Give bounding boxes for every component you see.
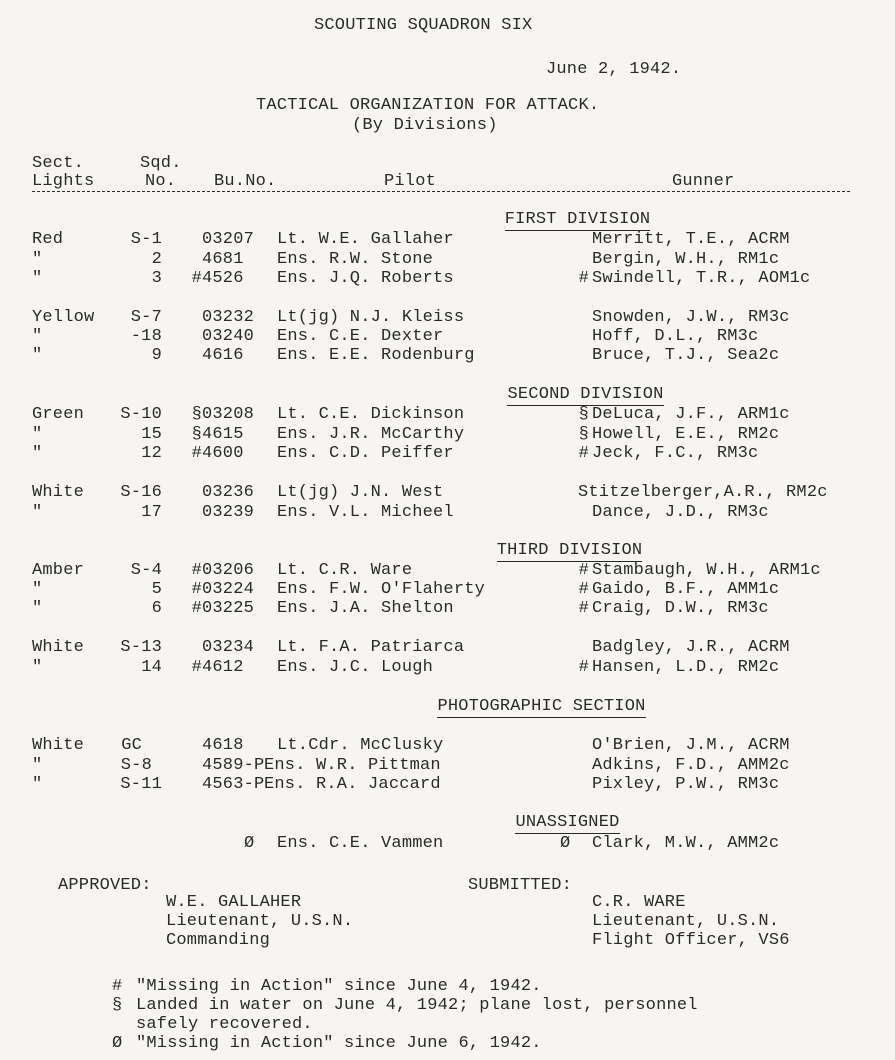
cell-pilot: Ens. R.W. Stone (277, 250, 434, 269)
col-bu-label: Bu.No. (214, 172, 277, 191)
document-date: June 2, 1942. (546, 60, 682, 79)
cell-sqd: 15 (141, 425, 162, 444)
table-row (0, 775, 895, 795)
cell-gunner: Stambaugh, W.H., ARM1c (592, 561, 821, 580)
cell-bu: 03240 (202, 327, 255, 346)
cell-bu: 4526 (202, 269, 244, 288)
first-division-heading: FIRST DIVISION (504, 210, 651, 229)
cell-bu: 03236 (202, 483, 255, 502)
cell-text: "Missing in Action" since June 4, 1942. (136, 977, 542, 996)
table-row (0, 503, 895, 523)
cell-light: White (32, 483, 85, 502)
cell-light: " (32, 503, 43, 522)
cell-pilot: Lt. C.R. Ware (277, 561, 413, 580)
cell-gunner: Pixley, P.W., RM3c (592, 775, 780, 794)
cell-bu: 4618 (202, 736, 244, 755)
cell-sqd: 3 (151, 269, 162, 288)
cell-light: " (32, 775, 43, 794)
cell-text: Ø (244, 834, 255, 853)
cell-sqd: 5 (151, 580, 162, 599)
cell-text: Clark, M.W., AMM2c (592, 834, 780, 853)
submitted-rank: Lieutenant, U.S.N. (592, 912, 780, 931)
cell-light: Red (32, 230, 64, 249)
table-row (0, 756, 895, 776)
table-row (0, 250, 895, 270)
table-row (0, 327, 895, 347)
cell-pilot: Ens. E.E. Rodenburg (277, 346, 475, 365)
cell-text: Landed in water on June 4, 1942; plane lost, personnel (136, 996, 698, 1015)
cell-light: Yellow (32, 308, 95, 327)
cell-bu: 4681 (202, 250, 244, 269)
cell-bu: 03225 (202, 599, 255, 618)
approved-rank: Lieutenant, U.S.N. (166, 912, 354, 931)
cell-gunner: Swindell, T.R., AOM1c (592, 269, 811, 288)
cell-bu: 03239 (202, 503, 255, 522)
cell-pilot: Ens. V.L. Micheel (277, 503, 454, 522)
table-row (0, 638, 895, 658)
cell-light: " (32, 756, 43, 775)
cell-gmark: # (578, 561, 589, 580)
cell-light: " (32, 250, 43, 269)
cell-gmark: # (578, 580, 589, 599)
cell-gunner: Badgley, J.R., ACRM (592, 638, 790, 657)
cell-gunner: Adkins, F.D., AMM2c (592, 756, 790, 775)
col-gunner-label: Gunner (672, 172, 735, 191)
cell-pilot: Ens. J.R. McCarthy (277, 425, 465, 444)
cell-gmark: § (578, 425, 589, 444)
cell-light: " (32, 580, 43, 599)
cell-light: " (32, 444, 43, 463)
cell-sqd: 9 (151, 346, 162, 365)
cell-bu: 4612 (202, 658, 244, 677)
cell-gunner: Bruce, T.J., Sea2c (592, 346, 780, 365)
second-division-heading: SECOND DIVISION (507, 385, 664, 404)
unit-title: SCOUTING SQUADRON SIX (314, 16, 533, 35)
cell-pilot: Ens. J.C. Lough (277, 658, 434, 677)
col-lights-label: Lights (32, 172, 95, 191)
cell-sqd: S-1 (130, 230, 162, 249)
cell-sqd: S-11 (120, 775, 162, 794)
cell-sqd: S-7 (130, 308, 162, 327)
cell-light: Amber (32, 561, 85, 580)
footnote (0, 1015, 895, 1035)
cell-mark: # (191, 444, 202, 463)
cell-bu: 03206 (202, 561, 255, 580)
table-row (0, 580, 895, 600)
approved-role: Commanding (166, 931, 271, 950)
cell-pilot: Lt(jg) N.J. Kleiss (277, 308, 465, 327)
table-row (0, 561, 895, 581)
cell-light: White (32, 736, 85, 755)
table-row (0, 269, 895, 289)
cell-gunner: Stitzelberger,A.R., RM2c (578, 483, 828, 502)
approved-label: APPROVED: (58, 876, 152, 895)
cell-light: " (32, 346, 43, 365)
table-row (0, 405, 895, 425)
submitted-name: C.R. WARE (592, 893, 686, 912)
cell-gunner: O'Brien, J.M., ACRM (592, 736, 790, 755)
table-row (0, 483, 895, 503)
cell-text: § (112, 996, 123, 1015)
cell-bu: 03232 (202, 308, 255, 327)
cell-sqd: -18 (130, 327, 162, 346)
cell-mark: # (191, 561, 202, 580)
cell-gunner: Bergin, W.H., RM1c (592, 250, 780, 269)
cell-text: Ø (560, 834, 571, 853)
cell-light: " (32, 327, 43, 346)
cell-bu: 4563-P (202, 775, 265, 794)
cell-gmark: # (578, 599, 589, 618)
cell-pilot: Lt. C.E. Dickinson (277, 405, 465, 424)
table-row (0, 230, 895, 250)
cell-light: White (32, 638, 85, 657)
cell-pilot: Lt. F.A. Patriarca (277, 638, 465, 657)
approved-name: W.E. GALLAHER (166, 893, 302, 912)
cell-mark: # (191, 658, 202, 677)
footnote (0, 977, 895, 997)
table-row (0, 736, 895, 756)
submitted-role: Flight Officer, VS6 (592, 931, 790, 950)
cell-bu: 4616 (202, 346, 244, 365)
cell-gunner: Dance, J.D., RM3c (592, 503, 769, 522)
cell-pilot: Ens. C.E. Dexter (277, 327, 444, 346)
unassigned-row (0, 834, 895, 854)
cell-text: "Missing in Action" since June 6, 1942. (136, 1034, 542, 1053)
cell-gmark: § (578, 405, 589, 424)
cell-pilot: Ens. J.Q. Roberts (277, 269, 454, 288)
third-division-heading: THIRD DIVISION (496, 541, 643, 560)
cell-bu: 03234 (202, 638, 255, 657)
table-row (0, 346, 895, 366)
header-rule (32, 191, 850, 192)
cell-bu: 4600 (202, 444, 244, 463)
table-row (0, 425, 895, 445)
cell-gunner: Hansen, L.D., RM2c (592, 658, 780, 677)
cell-sqd: 17 (141, 503, 162, 522)
cell-sqd: 12 (141, 444, 162, 463)
table-row (0, 599, 895, 619)
cell-bu: 4615 (202, 425, 244, 444)
cell-sqd: S-10 (120, 405, 162, 424)
document-subtitle: (By Divisions) (352, 116, 498, 135)
submitted-label: SUBMITTED: (468, 876, 573, 895)
cell-sqd: 6 (151, 599, 162, 618)
cell-text: Ens. C.E. Vammen (277, 834, 444, 853)
cell-gunner: Hoff, D.L., RM3c (592, 327, 759, 346)
cell-mark: § (191, 405, 202, 424)
col-sect-label: Sect. (32, 154, 85, 173)
cell-bu: 4589-P (202, 756, 265, 775)
document-title: TACTICAL ORGANIZATION FOR ATTACK. (256, 96, 600, 115)
cell-text: Ø (112, 1034, 123, 1053)
cell-gunner: Howell, E.E., RM2c (592, 425, 780, 444)
cell-mark: § (191, 425, 202, 444)
cell-sqd: S-8 (120, 756, 152, 775)
cell-pilot: Ens. R.A. Jaccard (264, 775, 441, 794)
cell-gunner: DeLuca, J.F., ARM1c (592, 405, 790, 424)
table-row (0, 444, 895, 464)
cell-gmark: # (578, 444, 589, 463)
cell-sqd: S-4 (130, 561, 162, 580)
cell-gunner: Snowden, J.W., RM3c (592, 308, 790, 327)
table-row (0, 658, 895, 678)
cell-sqd: 14 (141, 658, 162, 677)
cell-text: safely recovered. (136, 1015, 313, 1034)
cell-bu: 03224 (202, 580, 255, 599)
cell-gunner: Gaido, B.F., AMM1c (592, 580, 780, 599)
unassigned-heading: UNASSIGNED (515, 813, 620, 832)
cell-pilot: Ens. F.W. O'Flaherty (277, 580, 486, 599)
footnote (0, 1034, 895, 1054)
cell-pilot: Lt.Cdr. McClusky (277, 736, 444, 755)
cell-light: Green (32, 405, 85, 424)
cell-light: " (32, 425, 43, 444)
cell-gunner: Jeck, F.C., RM3c (592, 444, 759, 463)
cell-pilot: Ens. J.A. Shelton (277, 599, 454, 618)
table-row (0, 308, 895, 328)
cell-mark: # (191, 599, 202, 618)
col-pilot-label: Pilot (384, 172, 437, 191)
footnote (0, 996, 895, 1016)
cell-bu: 03207 (202, 230, 255, 249)
col-sqd-label: Sqd. (140, 154, 182, 173)
cell-mark: # (191, 269, 202, 288)
cell-text: # (112, 977, 123, 996)
cell-sqd: S-13 (120, 638, 162, 657)
cell-light: " (32, 658, 43, 677)
cell-gunner: Merritt, T.E., ACRM (592, 230, 790, 249)
cell-mark: # (191, 580, 202, 599)
cell-pilot: Lt(jg) J.N. West (277, 483, 444, 502)
cell-light: " (32, 599, 43, 618)
cell-gmark: # (578, 269, 589, 288)
photographic-section-heading: PHOTOGRAPHIC SECTION (437, 697, 646, 716)
cell-pilot: Lt. W.E. Gallaher (277, 230, 454, 249)
cell-gunner: Craig, D.W., RM3c (592, 599, 769, 618)
cell-pilot: Ens. W.R. Pittman (264, 756, 441, 775)
cell-light: " (32, 269, 43, 288)
cell-sqd: GC (121, 736, 142, 755)
cell-sqd: S-16 (120, 483, 162, 502)
cell-sqd: 2 (151, 250, 162, 269)
cell-gmark: # (578, 658, 589, 677)
cell-pilot: Ens. C.D. Peiffer (277, 444, 454, 463)
cell-bu: 03208 (202, 405, 255, 424)
col-no-label: No. (145, 172, 177, 191)
